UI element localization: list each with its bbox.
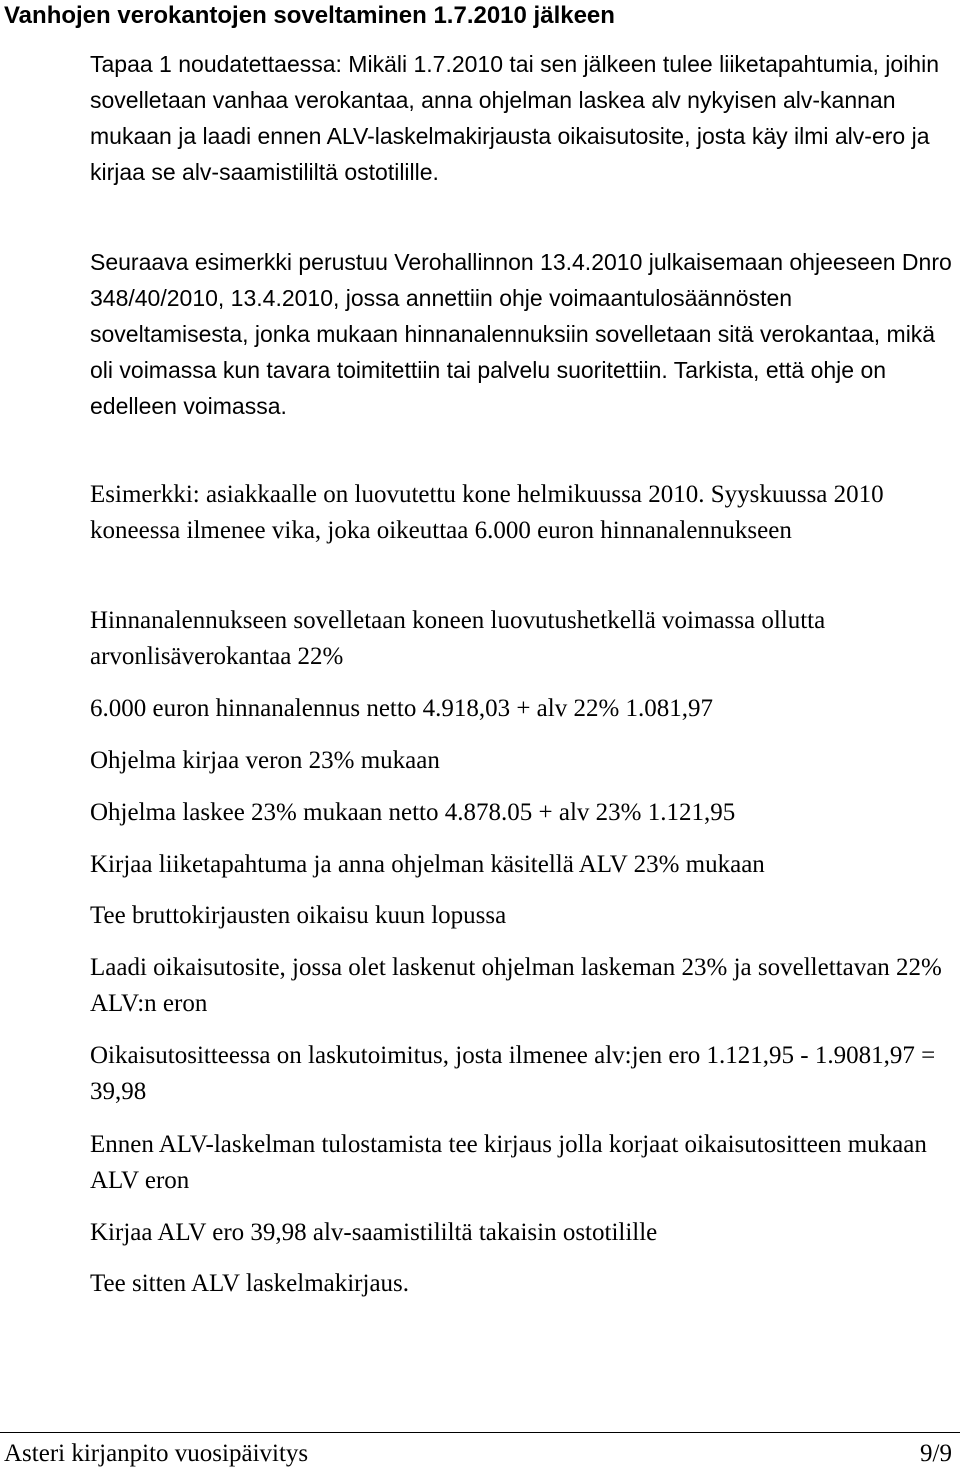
program-calculation-line: Ohjelma laskee 23% mukaan netto 4.878.05 + alv 23% 1.121,95 [90, 799, 736, 826]
correction-instruction-line: Tee bruttokirjausten oikaisu kuun lopussa [90, 902, 507, 929]
book-difference-line: Kirjaa ALV ero 39,98 alv-saamistililtä takaisin ostotilille [90, 1219, 658, 1246]
footer-divider [0, 1432, 960, 1433]
correction-voucher-paragraph: Laadi oikaisutosite, jossa olet laskenut ohjelman laskeman 23% ja sovellettavan 22% ALV:n eron [90, 954, 942, 1017]
final-step-line: Tee sitten ALV laskelmakirjaus. [90, 1270, 410, 1297]
footer-title: Asteri kirjanpito vuosipäivitys [4, 1440, 309, 1467]
booking-instruction-line: Kirjaa liiketapahtuma ja anna ohjelman käsitellä ALV 23% mukaan [90, 851, 765, 878]
vat-rate-paragraph: Hinnanalennukseen sovelletaan koneen luovutushetkellä voimassa ollutta arvonlisäverokantaa 22% [90, 607, 826, 670]
intro-paragraph: Tapaa 1 noudatettaessa: Mikäli 1.7.2010 tai sen jälkeen tulee liiketapahtumia, joihin sovelletaan vanhaa verokantaa, anna ohjelman laskea alv nykyisen alv-kannan mukaan ja laadi ennen ALV-laskelmakirjausta oikaisutosite, josta käy ilmi alv-ero ja kirjaa se alv-saamistililtä ostotilille. [90, 51, 940, 185]
reference-paragraph: Seuraava esimerkki perustuu Verohallinnon 13.4.2010 julkaisemaan ohjeeseen Dnro 348/40/2010, 13.4.2010, jossa annettiin ohje voimaantulosäännösten soveltamisesta, jonka mukaan hinnanalennuksiin sovelletaan sitä verokantaa, mikä oli voimassa kun tavara toimitettiin tai palvelu suoritettiin. Tarkista, että ohje on edelleen voimassa. [90, 249, 952, 419]
page-number: 9/9 [920, 1440, 952, 1467]
program-vat-line: Ohjelma kirjaa veron 23% mukaan [90, 747, 440, 774]
discount-calculation-line: 6.000 euron hinnanalennus netto 4.918,03 + alv 22% 1.081,97 [90, 695, 714, 722]
difference-calculation-paragraph: Oikaisutositteessa on laskutoimitus, josta ilmenee alv:jen ero 1.121,95 - 1.9081,97 = 39,98 [90, 1042, 936, 1105]
page-heading: Vanhojen verokantojen soveltaminen 1.7.2010 jälkeen [4, 2, 615, 29]
example-paragraph: Esimerkki: asiakkaalle on luovutettu kone helmikuussa 2010. Syyskuussa 2010 koneessa ilmenee vika, joka oikeuttaa 6.000 euron hinnanalennukseen [90, 481, 884, 544]
before-report-paragraph: Ennen ALV-laskelman tulostamista tee kirjaus jolla korjaat oikaisutositteen mukaan ALV eron [90, 1131, 927, 1194]
